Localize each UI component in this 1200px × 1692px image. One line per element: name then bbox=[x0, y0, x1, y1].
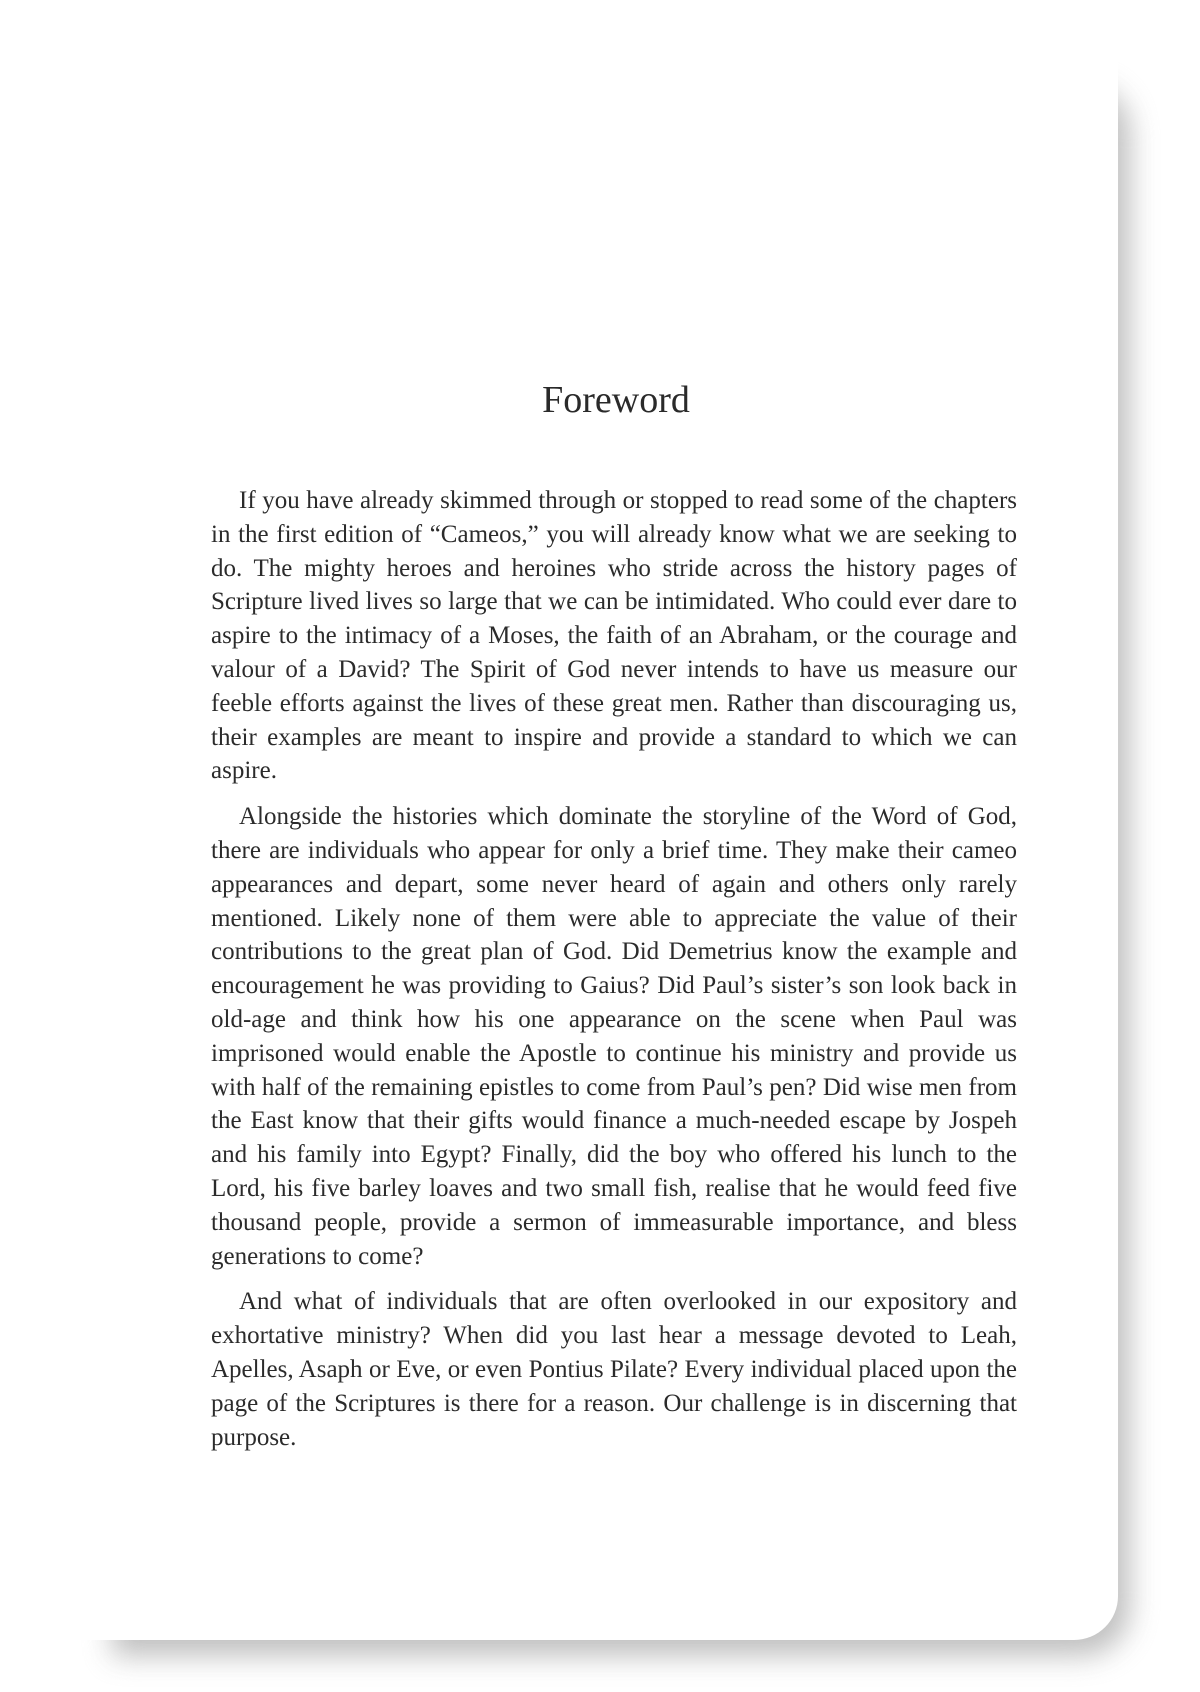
paragraph-1: If you have already skimmed through or stopped to read some of the chapters in the first edition of “Cameos,” you will already know what we are seeking to do. The mighty heroes and heroines who stride across the history pages of Scripture lived lives so large that we can be intimidated. Who could ever dare to aspire to the intimacy of a Moses, the faith of an Abraham, or the courage and valour of a David? The Spirit of God never intends to have us measure our feeble efforts against the lives of these great men. Rather than discouraging us, their examples are meant to inspire and provide a standard to which we can aspire. bbox=[211, 487, 1017, 785]
page-title: Foreword bbox=[542, 379, 690, 421]
paragraph-3: And what of individuals that are often overlooked in our expository and exhortative ministry? When did you last hear a message devoted to Leah, Apelles, Asaph or Eve, or even Pontius Pilate? Every individual placed upon the page of the Scriptures is there for a reason. Our challenge is in discerning that purpose. bbox=[211, 1288, 1017, 1451]
paragraph-2: Alongside the histories which dominate the storyline of the Word of God, there are individuals who appear for only a brief time. They make their cameo appearances and depart, some never heard of again and others only rarely mentioned. Likely none of them were able to appreciate the value of their contributions to the great plan of God. Did Demetrius know the example and encouragement he was providing to Gaius? Did Paul’s sister’s son look back in old-age and think how his one appearance on the scene when Paul was imprisoned would enable the Apostle to continue his ministry and provide us with half of the remaining epistles to come from Paul’s pen? Did wise men from the East know that their gifts would finance a much-needed escape by Jospeh and his family into Egypt? Finally, did the boy who offered his lunch to the Lord, his five barley loaves and two small fish, realise that he would feed five thousand people, provide a sermon of immeasurable importance, and bless generations to come? bbox=[211, 803, 1017, 1270]
body-text bbox=[211, 484, 1017, 1466]
